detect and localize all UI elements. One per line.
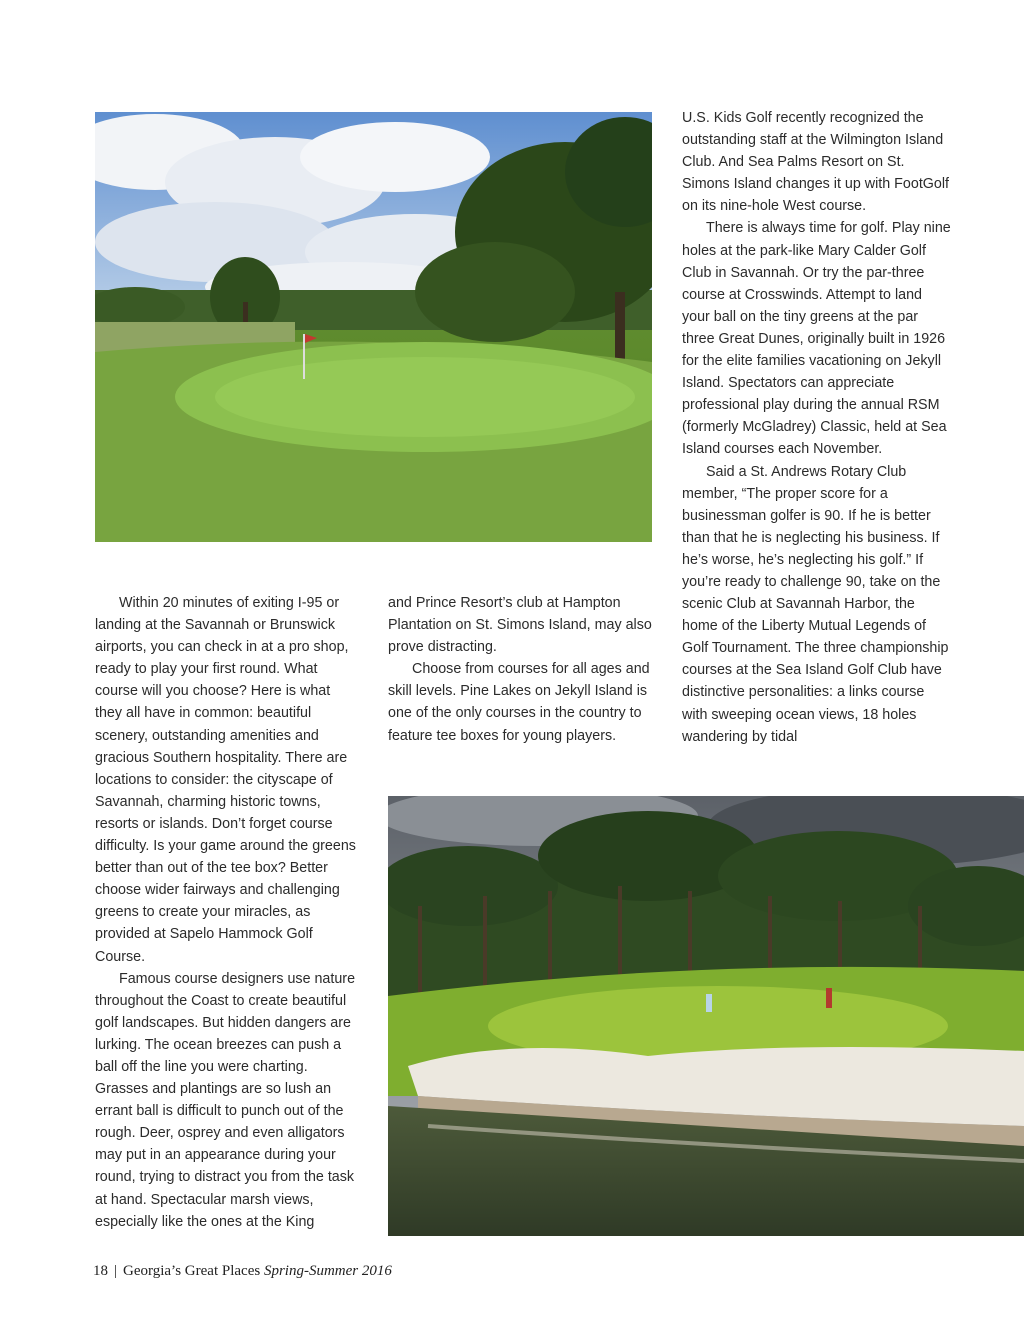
article-paragraph: Famous course designers use nature throughout the Coast to create beautiful golf landscapes. But hidden dangers are lurking. The ocean breezes can push a ball off the line you were charting. Grasses and plantings are so lush an errant ball is difficult to punch out of the rough. Deer, osprey and even alligators may put in an appearance during your round, trying to distract you from the task at hand. Spectacular marsh views, especially like the ones at the King — [95, 970, 356, 1230]
article-column-left — [95, 592, 361, 1233]
article-paragraph: Within 20 minutes of exiting I-95 or landing at the Savannah or Brunswick airports, you can check in at a pro shop, ready to play your first round. What course will you choose? Here is what they all have in common: beautiful scenery, outstanding amenities and gracious Southern hospitality. There are locations to consider: the cityscape of Savannah, charming historic towns, resorts or islands. Don’t forget course difficulty. Is your game around the greens better than out of the tee box? Better choose wider fairways and challenging greens to create your miracles, as provided at Sapelo Hammock Golf Course. — [95, 595, 356, 965]
island-green-illustration — [388, 796, 1024, 1236]
article-column-middle — [388, 592, 656, 747]
page-footer — [93, 1263, 392, 1280]
article-paragraph: There is always time for golf. Play nine holes at the park-like Mary Calder Golf Club in Savannah. Or try the par-three course at Crosswinds. Attempt to land your ball on the tiny greens at the par three Great Dunes, originally built in 1926 for the elite families vacationing on Jekyll Island. Spectators can appreciate professional play during the annual RSM (formerly McGladrey) Classic, held at Sea Island courses each November. — [682, 220, 951, 458]
footer-separator: | — [114, 1263, 118, 1279]
photo-island-green — [388, 796, 1024, 1236]
article-paragraph: U.S. Kids Golf recently recognized the outstanding staff at the Wilmington Island Club. And Sea Palms Resort on St. Simons Island changes it up with FootGolf on its nine-hole West course. — [682, 110, 950, 215]
publication-name: Georgia’s Great Places — [123, 1263, 261, 1279]
golf-green-illustration — [95, 112, 652, 542]
article-paragraph: Choose from courses for all ages and skill levels. Pine Lakes on Jekyll Island is one of the only courses in the country to feature tee boxes for young players. — [388, 661, 650, 744]
photo-sapelo-hammock-green — [95, 112, 652, 542]
article-paragraph: Said a St. Andrews Rotary Club member, “The proper score for a businessman golfer is 90. If he is better than that he is neglecting his business. If he’s worse, he’s neglecting his golf.” If you’re ready to challenge 90, take on the scenic Club at Savannah Harbor, the home of the Liberty Mutual Legends of Golf Tournament. The three championship courses at the Sea Island Golf Club have distinctive personalities: a links course with sweeping ocean views, 18 holes wandering by tidal — [682, 463, 949, 745]
article-paragraph: and Prince Resort’s club at Hampton Plantation on St. Simons Island, may also prove distracting. — [388, 595, 652, 656]
page-number: 18 — [93, 1263, 108, 1279]
issue-name: Spring-Summer 2016 — [263, 1263, 392, 1279]
article-column-right — [682, 107, 952, 748]
